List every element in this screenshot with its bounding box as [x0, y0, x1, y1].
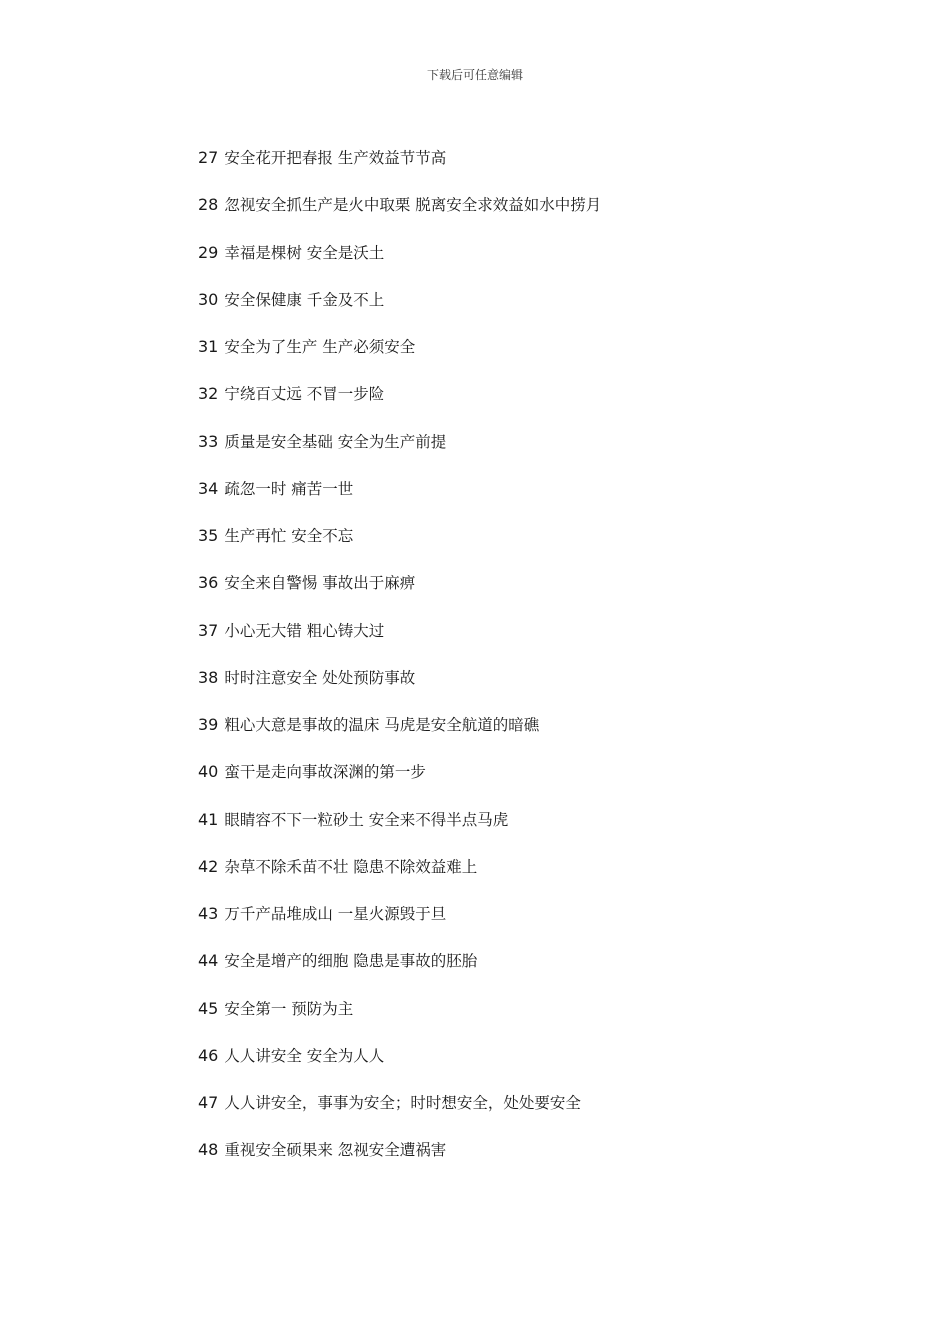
item-number: 42: [198, 856, 219, 876]
list-item: [198, 477, 601, 524]
list-item: [198, 997, 601, 1044]
item-text: 人人讲安全 安全为人人: [224, 1046, 385, 1065]
item-number: 40: [198, 762, 219, 782]
item-text: 安全第一 预防为主: [224, 999, 354, 1018]
item-text: 安全来自警惕 事故出于麻痹: [224, 574, 416, 593]
item-number: 35: [198, 526, 219, 545]
list-item: [198, 902, 601, 949]
list-item: [198, 193, 601, 240]
item-number: 39: [198, 715, 219, 734]
item-text: 人人讲安全，事事为安全；时时想安全，处处要安全: [224, 1094, 581, 1112]
item-number: 31: [198, 337, 219, 356]
item-text: 杂草不除禾苗不壮 隐患不除效益难上: [224, 857, 478, 876]
list-item: [198, 713, 601, 760]
item-text: 重视安全硕果来 忽视安全遭祸害: [224, 1141, 447, 1160]
list-item: [198, 1138, 601, 1185]
item-text: 忽视安全抓生产是火中取栗 脱离安全求效益如水中捞月: [224, 196, 602, 215]
item-text: 眼睛容不下一粒砂土 安全来不得半点马虎: [224, 810, 509, 829]
item-number: 37: [198, 620, 219, 640]
item-number: 28: [198, 195, 219, 215]
item-number: 43: [198, 904, 219, 923]
list-item: [198, 571, 601, 618]
list-item: [198, 949, 601, 996]
list-item: [198, 382, 601, 429]
page-header: 下载后可任意编辑: [426, 68, 523, 82]
list-item: [198, 146, 601, 193]
list-item: [198, 1044, 601, 1091]
list-item: [198, 808, 601, 855]
item-text: 安全为了生产 生产必须安全: [224, 338, 416, 356]
item-number: 32: [198, 384, 219, 404]
list-item: [198, 1091, 601, 1138]
item-text: 幸福是棵树 安全是沃土: [224, 243, 385, 262]
item-text: 宁绕百丈远 不冒一步险: [224, 385, 385, 404]
list-item: [198, 666, 601, 713]
item-number: 29: [198, 242, 219, 262]
list-item: [198, 241, 601, 288]
item-text: 小心无大错 粗心铸大过: [224, 621, 385, 640]
item-text: 疏忽一时 痛苦一世: [224, 479, 354, 498]
list-item: [198, 760, 601, 807]
item-number: 27: [198, 148, 219, 167]
item-number: 33: [198, 431, 219, 451]
item-number: 41: [198, 809, 219, 829]
item-number: 44: [198, 951, 219, 971]
item-text: 时时注意安全 处处预防事故: [224, 668, 416, 687]
item-number: 30: [198, 289, 219, 309]
item-number: 47: [198, 1093, 219, 1112]
item-number: 34: [198, 478, 219, 498]
item-text: 安全保健康 千金及不上: [224, 290, 385, 309]
list-item: [198, 855, 601, 902]
item-number: 46: [198, 1045, 219, 1065]
list-item: [198, 288, 601, 335]
item-number: 45: [198, 998, 219, 1018]
item-text: 蛮干是走向事故深渊的第一步: [224, 763, 426, 782]
list-item: [198, 430, 601, 477]
item-text: 质量是安全基础 安全为生产前提: [224, 432, 447, 451]
item-text: 粗心大意是事故的温床 马虎是安全航道的暗礁: [224, 716, 540, 734]
item-number: 36: [198, 573, 219, 593]
item-number: 48: [198, 1140, 219, 1160]
item-number: 38: [198, 667, 219, 687]
item-text: 安全是增产的细胞 隐患是事故的胚胎: [224, 952, 478, 971]
list-item: [198, 335, 601, 382]
slogan-list: [198, 146, 601, 1186]
list-item: [198, 619, 601, 666]
item-text: 万千产品堆成山 一星火源毁于旦: [224, 905, 447, 923]
item-text: 生产再忙 安全不忘: [224, 527, 354, 545]
list-item: [198, 524, 601, 571]
item-text: 安全花开把春报 生产效益节节高: [224, 149, 447, 167]
